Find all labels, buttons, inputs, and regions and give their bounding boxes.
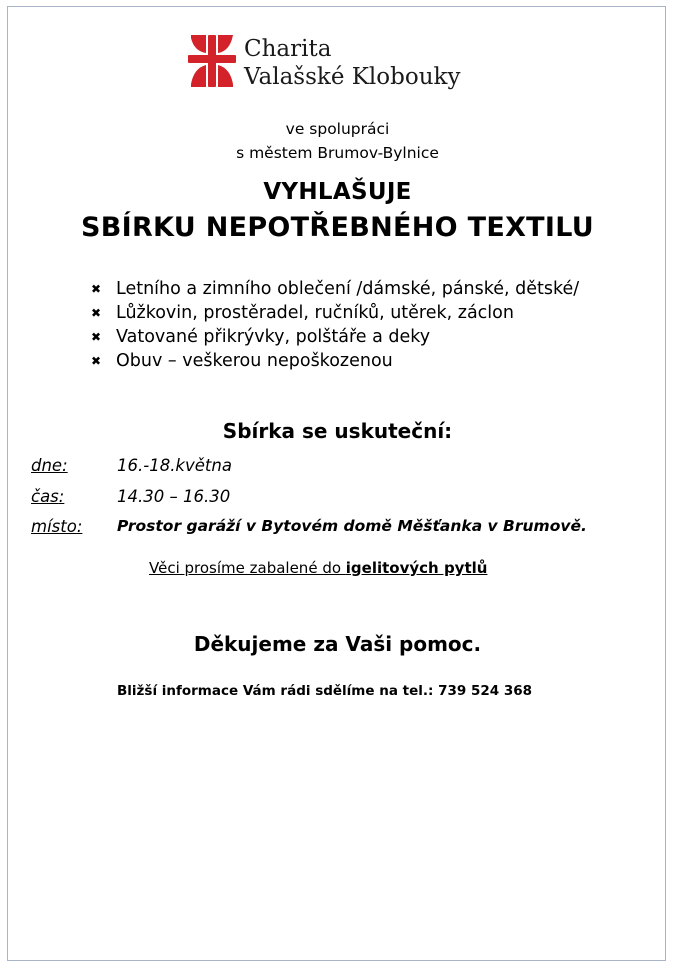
list-item [91,277,579,301]
list-item [91,325,579,349]
charita-cross-icon [188,35,236,87]
collection-subheading: Sbírka se uskuteční: [222,419,453,443]
list-item-text: Obuv – veškerou nepoškozenou [116,351,393,371]
logo-line-1: Charita [244,36,332,62]
list-item [91,301,579,325]
collection-items-list [91,277,579,373]
intro-line-1: ve spolupráci [285,120,390,138]
date-value: 16.-18.května [117,456,232,475]
bullet-x-icon: ✖ [91,330,102,344]
heading-announce: VYHLAŠUJE [263,179,412,205]
thanks-text: Děkujeme za Vaši pomoc. [193,632,482,656]
list-item-text: Lůžkovin, prostěradel, ručníků, utěrek, záclon [116,303,514,323]
bullet-x-icon: ✖ [91,282,102,296]
heading-title: SBÍRKU NEPOTŘEBNÉHO TEXTILU [80,212,595,243]
bullet-x-icon: ✖ [91,354,102,368]
place-label: místo: [31,517,83,536]
charita-logo [188,35,460,91]
logo-line-2: Valašské Klobouky [244,64,461,90]
date-label: dne: [31,456,68,475]
place-value: Prostor garáží v Bytovém domě Měšťanka v Brumově. [117,517,587,535]
time-value: 14.30 – 16.30 [117,487,231,506]
logo-text [244,35,460,91]
list-item [91,349,579,373]
contact-info: Bližší informace Vám rádi sdělíme na tel.: 739 524 368 [117,683,533,699]
note-text: Věci prosíme zabalené do [149,559,346,577]
list-item-text: Letního a zimního oblečení /dámské, pánské, dětské/ [116,279,580,299]
intro-line-2: s městem Brumov-Bylnice [236,144,439,162]
packing-note [149,559,487,577]
note-bold: igelitových pytlů [345,559,488,577]
bullet-x-icon: ✖ [91,306,102,320]
time-label: čas: [31,487,65,506]
intro-text [0,117,675,165]
list-item-text: Vatované přikrývky, polštáře a deky [116,327,431,347]
